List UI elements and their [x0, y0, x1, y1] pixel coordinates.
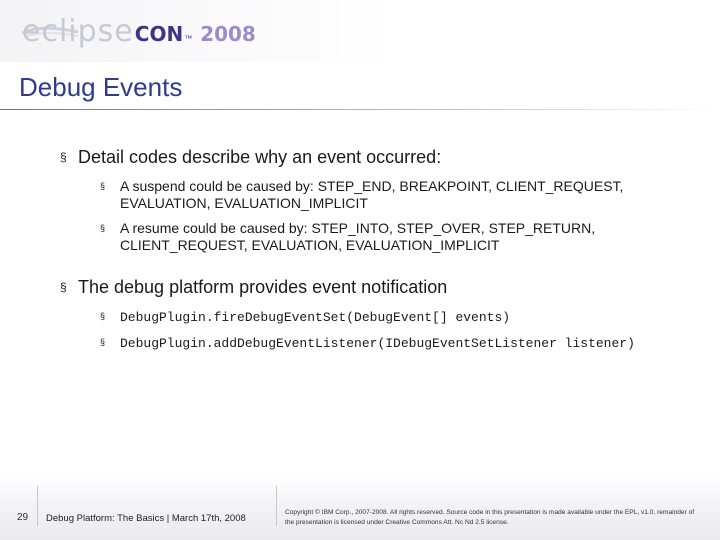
logo-trademark: ™: [184, 34, 193, 43]
logo-year: 2008: [200, 22, 256, 46]
code-snippet: DebugPlugin.addDebugEventListener(IDebugEventSetListener listener): [120, 336, 635, 351]
bullet-icon: §: [60, 280, 67, 294]
eclipsecon-logo: [22, 14, 256, 54]
bullet-icon: §: [60, 150, 67, 164]
bullet-text: Detail codes describe why an event occurred:: [78, 147, 442, 167]
sub-bullet-fire-event: [100, 308, 680, 326]
footer-divider: [37, 486, 38, 526]
code-snippet: DebugPlugin.fireDebugEventSet(DebugEvent[] events): [120, 310, 511, 325]
bullet-detail-codes: [60, 146, 680, 168]
bullet-icon: §: [100, 223, 106, 233]
bullet-text: The debug platform provides event notification: [78, 277, 448, 297]
footer-title: Debug Platform: The Basics | March 17th, 2008: [46, 513, 246, 524]
logo-eclipse-text: eclipse: [22, 14, 134, 49]
logo-con-text: CON: [134, 22, 184, 46]
bullet-icon: §: [100, 311, 106, 321]
slide-title: Debug Events: [19, 72, 183, 102]
footer-divider: [276, 486, 277, 526]
title-divider: [0, 109, 720, 110]
bullet-icon: §: [100, 337, 106, 347]
slide-content: [60, 146, 680, 360]
sub-bullet-suspend: [100, 178, 680, 212]
page-number: 29: [17, 512, 29, 523]
sub-bullet-resume: [100, 220, 680, 254]
sub-bullet-add-listener: [100, 334, 680, 352]
copyright-notice: Copyright © IBM Corp., 2007-2008. All rights reserved. Source code in this presentation is made available under the EPL, v1.0, remainder of the presentation is licensed under Creative Commons Att. Nc Nd 2.5 license.: [285, 509, 695, 526]
sub-bullet-text: A suspend could be caused by: STEP_END, BREAKPOINT, CLIENT_REQUEST, EVALUATION, EVALUATION_IMPLICIT: [120, 178, 624, 211]
bullet-icon: §: [100, 181, 106, 191]
sub-bullet-text: A resume could be caused by: STEP_INTO, STEP_OVER, STEP_RETURN, CLIENT_REQUEST, EVALUATION, EVALUATION_IMPLICIT: [120, 220, 596, 253]
bullet-event-notification: [60, 276, 680, 298]
